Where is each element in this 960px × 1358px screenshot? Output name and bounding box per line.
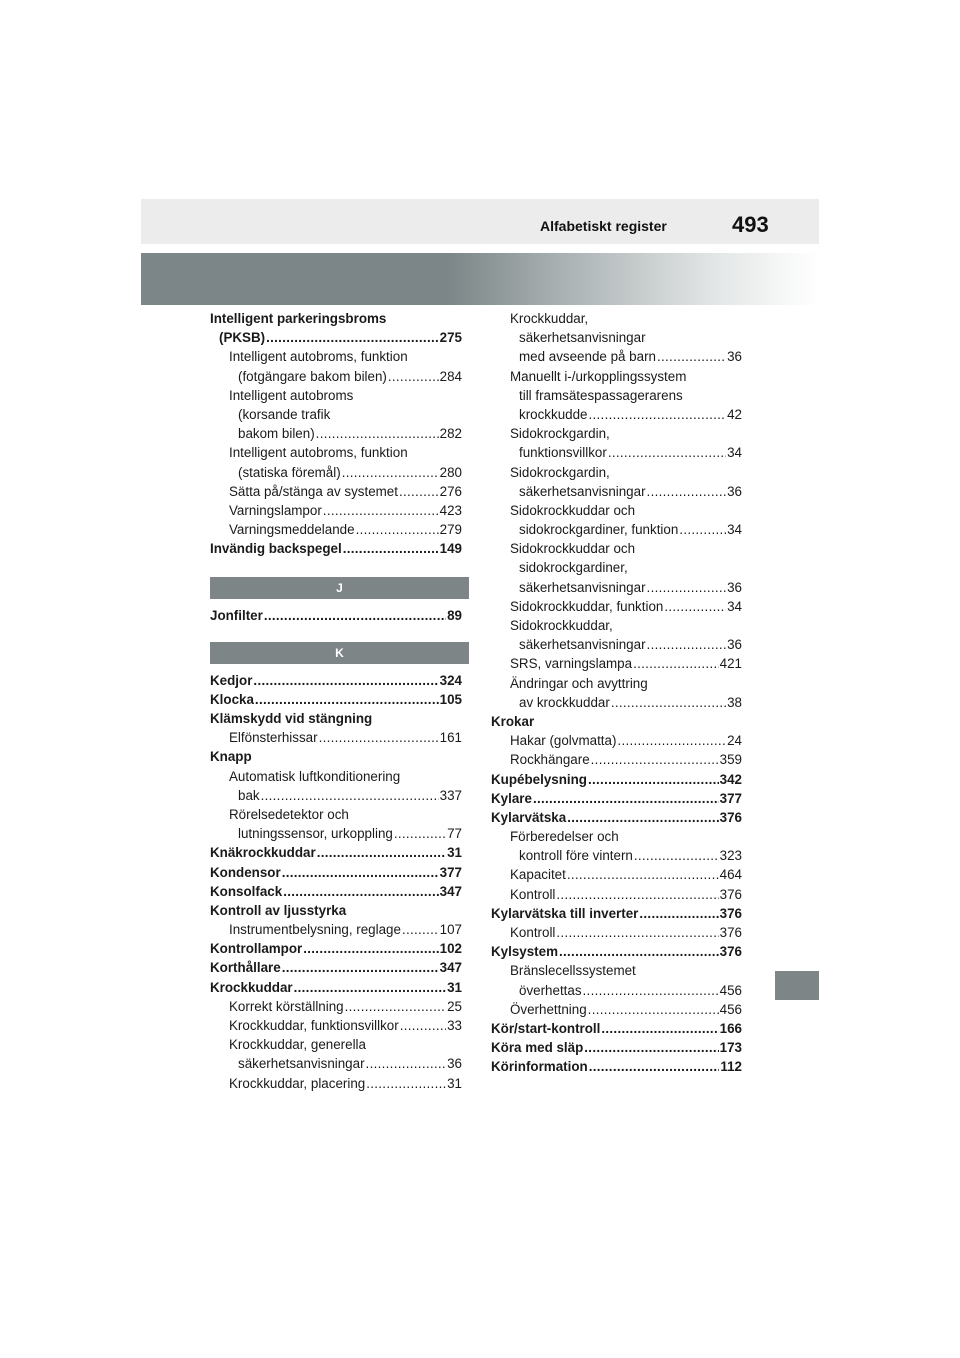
page-reference: 359	[719, 752, 742, 768]
index-subentry	[491, 981, 742, 1000]
entry-text: Kylare	[491, 790, 532, 806]
index-subentry	[491, 328, 742, 347]
index-subentry	[491, 558, 742, 577]
index-subentry	[210, 997, 462, 1016]
entry-text: Instrumentbelysning, reglage	[229, 922, 401, 938]
dot-leader	[294, 978, 446, 997]
page-reference: 25	[447, 998, 462, 1014]
dot-leader	[567, 865, 719, 884]
index-subentry	[210, 767, 462, 786]
entry-text: Krokar	[491, 713, 535, 729]
dot-leader	[567, 808, 718, 827]
entry-text: (fotgängare bakom bilen)	[238, 368, 387, 384]
dot-leader	[261, 786, 439, 805]
index-entry	[491, 1019, 742, 1038]
index-column-left	[210, 309, 462, 1093]
index-entry	[210, 939, 462, 958]
entry-text: Kontroll	[510, 925, 556, 940]
page-reference: 323	[719, 848, 742, 864]
entry-text: Hakar (golvmatta)	[510, 733, 617, 749]
entry-text: Intelligent autobroms, funktion	[229, 445, 408, 461]
entry-text: Sidokrockgardin,	[510, 426, 610, 442]
dot-leader	[366, 1074, 446, 1093]
entry-text: Köra med släp	[491, 1040, 584, 1056]
dot-leader	[282, 863, 439, 882]
index-subentry	[491, 367, 742, 386]
entry-text: Rörelsedetektor och	[229, 806, 349, 822]
entry-text: SRS, varningslampa	[510, 656, 633, 672]
entry-text: Krockkuddar, placering	[229, 1075, 366, 1091]
index-subentry	[491, 386, 742, 405]
dot-leader	[356, 520, 439, 539]
letter-section-header: K	[210, 642, 469, 664]
index-subentry	[210, 501, 462, 520]
entry-text: (statiska föremål)	[238, 464, 341, 480]
entry-text: Sätta på/stänga av systemet	[229, 483, 398, 499]
index-subentry	[210, 728, 462, 747]
index-subentry	[491, 482, 742, 501]
entry-text: Intelligent parkeringsbroms	[210, 311, 387, 326]
dot-leader	[282, 958, 439, 977]
index-subentry	[210, 1054, 462, 1073]
index-subentry	[210, 920, 462, 939]
entry-text: Varningslampor	[229, 502, 322, 518]
dot-leader	[634, 846, 719, 865]
header-bar	[141, 199, 819, 244]
entry-text: Intelligent autobroms	[229, 387, 354, 403]
page-reference: 36	[727, 637, 742, 653]
dot-leader	[556, 923, 718, 942]
entry-text: Kapacitet	[510, 867, 566, 883]
entry-text: kontroll före vintern	[519, 848, 633, 864]
index-subentry	[210, 1074, 462, 1093]
dot-leader	[611, 693, 726, 712]
entry-text: Ändringar och avyttring	[510, 675, 648, 691]
page-reference: 280	[439, 464, 462, 480]
dot-leader	[559, 942, 719, 961]
entry-text: Överhettning	[510, 1001, 587, 1017]
index-entry	[210, 309, 462, 328]
dot-leader	[589, 1057, 720, 1076]
entry-text: Sidokrockkuddar, funktion	[510, 598, 664, 614]
index-subentry	[491, 520, 742, 539]
index-subentry	[491, 865, 742, 884]
dot-leader	[588, 770, 719, 789]
dot-leader	[583, 981, 719, 1000]
page-reference: 31	[447, 1075, 462, 1091]
page-reference: 376	[719, 944, 742, 960]
index-entry	[210, 539, 462, 558]
dot-leader	[647, 635, 727, 654]
entry-text: Krockkuddar,	[510, 311, 589, 326]
dot-leader	[319, 728, 439, 747]
dot-leader	[679, 520, 726, 539]
page-reference: 89	[447, 608, 462, 624]
chapter-tab	[775, 971, 819, 1000]
dot-leader	[601, 1019, 718, 1038]
index-subentry	[210, 520, 462, 539]
dot-leader	[633, 654, 719, 673]
page-reference: 421	[719, 656, 742, 672]
index-entry	[210, 709, 462, 728]
entry-text: Kontroll av ljusstyrka	[210, 902, 347, 918]
entry-text: säkerhetsanvisningar	[519, 483, 646, 499]
index-column-right	[491, 309, 742, 1077]
entry-text: Klämskydd vid stängning	[210, 711, 373, 726]
page-reference: 377	[439, 864, 462, 880]
index-subentry	[491, 616, 742, 635]
entry-text: Manuellt i-/urkopplingssystem	[510, 368, 687, 384]
dot-leader	[402, 920, 439, 939]
index-subentry	[210, 1035, 462, 1054]
page-reference: 36	[727, 483, 742, 499]
index-subentry	[491, 731, 742, 750]
page-reference: 376	[719, 809, 742, 825]
entry-text: Knäkrockkuddar	[210, 845, 316, 861]
index-entry	[491, 904, 742, 923]
index-subentry	[210, 463, 462, 482]
entry-text: av krockkuddar	[519, 694, 610, 710]
dot-leader	[591, 750, 719, 769]
dot-leader	[647, 482, 727, 501]
index-subentry	[491, 1000, 742, 1019]
page-reference: 282	[439, 426, 462, 442]
entry-text: säkerhetsanvisningar	[238, 1056, 365, 1072]
page-reference: 36	[447, 1056, 462, 1072]
page-reference: 377	[719, 790, 742, 806]
index-subentry	[210, 443, 462, 462]
dot-leader	[316, 424, 439, 443]
index-subentry	[491, 597, 742, 616]
index-subentry	[491, 846, 742, 865]
entry-text: bakom bilen)	[238, 426, 315, 442]
letter-section-header: J	[210, 577, 469, 599]
dot-leader	[657, 347, 726, 366]
index-entry	[210, 958, 462, 977]
page-reference: 31	[447, 979, 462, 995]
index-entry	[491, 1038, 742, 1057]
entry-text: Krockkuddar	[210, 979, 293, 995]
entry-text: säkerhetsanvisningar	[519, 637, 646, 653]
index-entry	[491, 1057, 742, 1076]
entry-text: Korrekt körställning	[229, 998, 344, 1014]
dot-leader	[366, 1054, 447, 1073]
entry-text: Varningsmeddelande	[229, 522, 355, 538]
page-reference: 376	[719, 886, 742, 902]
entry-text: Rockhängare	[510, 752, 590, 768]
page-reference: 102	[439, 941, 462, 957]
index-subentry	[491, 405, 742, 424]
entry-text: Kupébelysning	[491, 771, 587, 787]
index-subentry	[210, 1016, 462, 1035]
index-subentry	[491, 347, 742, 366]
dot-leader	[394, 824, 446, 843]
page-reference: 107	[439, 922, 462, 938]
index-subentry	[210, 786, 462, 805]
section-title: Alfabetiskt register	[540, 218, 667, 234]
page-reference: 24	[727, 733, 742, 749]
entry-text: Kylarvätska	[491, 809, 567, 825]
entry-text: krockkudde	[519, 406, 588, 422]
entry-text: Sidokrockkuddar och	[510, 502, 636, 518]
page-reference: 34	[727, 598, 742, 614]
entry-text: Kedjor	[210, 672, 253, 688]
page-reference: 34	[727, 522, 742, 538]
index-entry	[491, 712, 742, 731]
entry-text: säkerhetsanvisningar	[519, 330, 646, 346]
entry-text: Kontroll	[510, 886, 556, 902]
page-reference: 112	[720, 1059, 742, 1075]
index-subentry	[210, 328, 462, 347]
entry-text: säkerhetsanvisningar	[519, 579, 646, 595]
dot-leader	[664, 597, 726, 616]
entry-text: Kylsystem	[491, 944, 558, 960]
index-subentry	[491, 961, 742, 980]
index-subentry	[210, 367, 462, 386]
index-subentry	[491, 923, 742, 942]
spacer	[210, 626, 462, 642]
entry-text: Knapp	[210, 749, 252, 765]
page-reference: 376	[719, 925, 742, 940]
entry-text: Korthållare	[210, 960, 281, 976]
index-subentry	[491, 827, 742, 846]
spacer	[210, 558, 462, 577]
page-reference: 276	[439, 483, 462, 499]
index-subentry	[210, 805, 462, 824]
index-subentry	[491, 635, 742, 654]
page-reference: 284	[439, 368, 462, 384]
index-entry	[210, 978, 462, 997]
page-reference: 423	[439, 502, 462, 518]
entry-text: Sidokrockgardin,	[510, 464, 610, 480]
page-reference: 337	[439, 787, 462, 803]
entry-text: Sidokrockkuddar och	[510, 541, 636, 557]
dot-leader	[283, 882, 438, 901]
page-reference: 324	[439, 672, 462, 688]
entry-text: sidokrockgardiner, funktion	[519, 522, 679, 538]
dot-leader	[647, 578, 727, 597]
entry-text: Elfönsterhissar	[229, 730, 318, 746]
entry-text: Bränslecellssystemet	[510, 963, 636, 979]
entry-text: lutningssensor, urkoppling	[238, 826, 393, 842]
entry-text: Kör/start-kontroll	[491, 1020, 601, 1036]
entry-text: till framsätespassagerarens	[519, 387, 683, 403]
index-entry	[210, 671, 462, 690]
index-subentry	[210, 405, 462, 424]
index-subentry	[491, 885, 742, 904]
entry-text: med avseende på barn	[519, 349, 656, 365]
page-reference: 42	[727, 406, 742, 422]
entry-text: (PKSB)	[219, 330, 266, 346]
page-reference: 149	[439, 541, 462, 557]
entry-text: Körinformation	[491, 1059, 588, 1075]
entry-text: sidokrockgardiner,	[519, 560, 628, 576]
entry-text: (korsande trafik	[238, 406, 331, 422]
page-reference: 36	[727, 349, 742, 365]
index-subentry	[491, 539, 742, 558]
page-reference: 376	[719, 905, 742, 921]
dot-leader	[264, 606, 446, 625]
index-subentry	[491, 750, 742, 769]
page-reference: 173	[719, 1040, 742, 1056]
page-reference: 456	[719, 1001, 742, 1017]
index-entry	[210, 747, 462, 766]
index-entry	[210, 843, 462, 862]
dot-leader	[266, 328, 439, 347]
index-entry	[210, 882, 462, 901]
index-entry	[491, 808, 742, 827]
entry-text: bak	[238, 787, 260, 803]
entry-text: Sidokrockkuddar,	[510, 618, 613, 633]
dot-leader	[342, 463, 439, 482]
index-subentry	[491, 501, 742, 520]
page-reference: 38	[727, 694, 742, 710]
dot-leader	[617, 731, 726, 750]
entry-text: Klocka	[210, 691, 254, 707]
index-entry	[210, 690, 462, 709]
index-entry	[491, 942, 742, 961]
dot-leader	[588, 1000, 719, 1019]
dot-leader	[400, 1016, 446, 1035]
entry-text: Krockkuddar, funktionsvillkor	[229, 1018, 399, 1033]
entry-text: Krockkuddar, generella	[229, 1037, 366, 1053]
page-reference: 77	[447, 826, 462, 842]
page-reference: 347	[439, 960, 462, 976]
page-reference: 342	[719, 771, 742, 787]
dot-leader	[317, 843, 446, 862]
dot-leader	[556, 885, 718, 904]
dot-leader	[323, 501, 439, 520]
dot-leader	[399, 482, 439, 501]
index-entry	[210, 606, 462, 625]
spacer	[210, 599, 462, 606]
page-reference: 456	[719, 982, 742, 998]
entry-text: Konsolfack	[210, 883, 283, 899]
index-subentry	[491, 578, 742, 597]
dot-leader	[303, 939, 438, 958]
entry-text: Kondensor	[210, 864, 281, 880]
index-subentry	[491, 674, 742, 693]
dot-leader	[608, 443, 726, 462]
entry-text: överhettas	[519, 982, 582, 998]
index-subentry	[210, 386, 462, 405]
header-gradient-band	[141, 253, 819, 305]
dot-leader	[255, 690, 439, 709]
page-reference: 464	[719, 867, 742, 883]
page-reference: 105	[439, 691, 462, 707]
index-subentry	[210, 347, 462, 366]
entry-text: Förberedelser och	[510, 829, 619, 845]
index-entry	[210, 863, 462, 882]
dot-leader	[639, 904, 718, 923]
page-reference: 34	[727, 445, 742, 461]
entry-text: Invändig backspegel	[210, 541, 342, 557]
page-reference: 31	[447, 845, 462, 861]
index-subentry	[210, 824, 462, 843]
page-reference: 161	[439, 730, 462, 746]
index-subentry	[491, 693, 742, 712]
dot-leader	[345, 997, 446, 1016]
dot-leader	[533, 789, 719, 808]
page-reference: 33	[447, 1018, 462, 1033]
entry-text: Kontrollampor	[210, 941, 303, 957]
index-subentry	[491, 463, 742, 482]
dot-leader	[253, 671, 438, 690]
index-subentry	[210, 424, 462, 443]
entry-text: Jonfilter	[210, 608, 263, 624]
index-subentry	[491, 309, 742, 328]
spacer	[210, 664, 462, 671]
index-subentry	[491, 654, 742, 673]
entry-text: Intelligent autobroms, funktion	[229, 349, 408, 365]
index-subentry	[210, 482, 462, 501]
page-reference: 279	[439, 522, 462, 538]
entry-text: Kylarvätska till inverter	[491, 905, 639, 921]
page-reference: 166	[719, 1020, 742, 1036]
page-number: 493	[732, 212, 769, 237]
dot-leader	[584, 1038, 718, 1057]
entry-text: Automatisk luftkonditionering	[229, 768, 401, 784]
index-subentry	[491, 424, 742, 443]
index-entry	[491, 789, 742, 808]
page-reference: 36	[727, 579, 742, 595]
page-reference: 347	[439, 883, 462, 899]
index-entry	[491, 770, 742, 789]
index-entry	[210, 901, 462, 920]
page-reference: 275	[439, 330, 462, 346]
entry-text: funktionsvillkor	[519, 445, 607, 461]
index-subentry	[491, 443, 742, 462]
dot-leader	[588, 405, 726, 424]
dot-leader	[388, 367, 439, 386]
dot-leader	[343, 539, 439, 558]
